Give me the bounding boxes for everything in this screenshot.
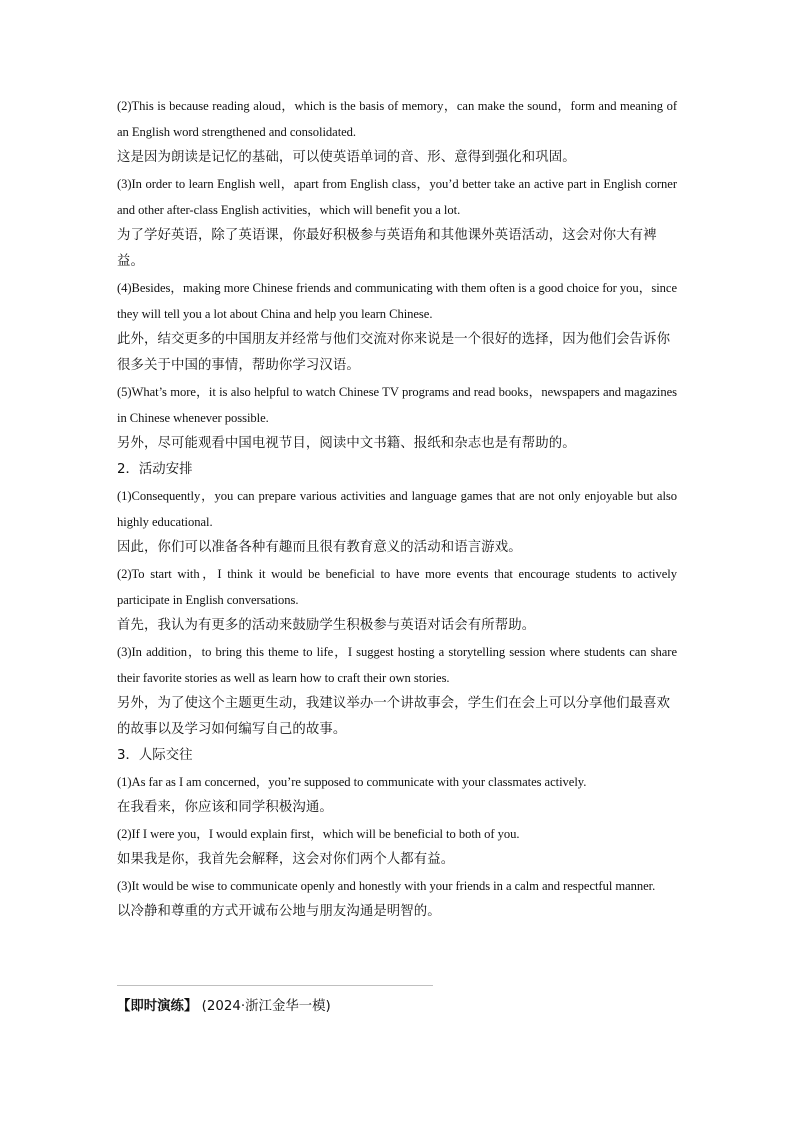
english-sentence: (5)What’s more，it is also helpful to watch Chinese TV programs and read books，newspapers and magazines in Chinese whenever possible.: [117, 385, 677, 425]
section-divider: [117, 985, 433, 986]
document-body: [117, 93, 677, 925]
english-sentence: (3)In addition，to bring this theme to life，I suggest hosting a storytelling session where students can share their favorite stories as well as learn how to craft their own stories.: [117, 645, 677, 685]
english-sentence: (3)It would be wise to communicate openly and honestly with your friends in a calm and respectful manner.: [117, 879, 656, 893]
chinese-translation: 为了学好英语，除了英语课，你最好积极参与英语角和其他课外英语活动，这会对你大有裨益。: [117, 228, 657, 269]
chinese-translation: 另外，尽可能观看中国电视节目，阅读中文书籍、报纸和杂志也是有帮助的。: [117, 436, 576, 451]
list-item: [117, 93, 677, 171]
chinese-translation: 如果我是你，我首先会解释，这会对你们两个人都有益。: [117, 852, 455, 867]
section-reading-tips: [117, 93, 677, 457]
english-sentence: (3)In order to learn English well，apart from English class，you’d better take an active part in English corner and other after-class English activities，which will benefit you a lot.: [117, 177, 677, 217]
practice-source: (2024·浙江金华一模): [201, 999, 331, 1014]
list-item: [117, 275, 677, 379]
chinese-translation: 另外，为了使这个主题更生动，我建议举办一个讲故事会，学生们在会上可以分享他们最喜欢的故事以及学习如何编写自己的故事。: [117, 696, 671, 737]
chinese-translation: 首先，我认为有更多的活动来鼓励学生积极参与英语对话会有所帮助。: [117, 618, 536, 633]
list-item: [117, 171, 677, 275]
list-item: [117, 821, 677, 873]
english-sentence: (1)Consequently，you can prepare various activities and language games that are not only enjoyable but also highly educational.: [117, 489, 677, 529]
list-item: [117, 639, 677, 743]
practice-header: [117, 996, 677, 1018]
chinese-translation: 在我看来，你应该和同学积极沟通。: [117, 800, 333, 815]
english-sentence: (2)This is because reading aloud，which is the basis of memory，can make the sound，form and meaning of an English word strengthened and consolidated.: [117, 99, 677, 139]
chinese-translation: 这是因为朗读是记忆的基础，可以使英语单词的音、形、意得到强化和巩固。: [117, 150, 576, 165]
english-sentence: (1)As far as I am concerned，you’re supposed to communicate with your classmates actively.: [117, 775, 587, 789]
list-item: [117, 379, 677, 457]
english-sentence: (4)Besides，making more Chinese friends and communicating with them often is a good choice for you，since they will tell you a lot about China and help you learn Chinese.: [117, 281, 677, 321]
practice-tag: 【即时演练】: [117, 999, 198, 1014]
english-sentence: (2)If I were you，I would explain first，which will be beneficial to both of you.: [117, 827, 520, 841]
list-item: [117, 561, 677, 639]
list-item: [117, 769, 677, 821]
chinese-translation: 以冷静和尊重的方式开诚布公地与朋友沟通是明智的。: [117, 904, 441, 919]
section-heading: 2．活动安排: [117, 462, 193, 477]
chinese-translation: 此外，结交更多的中国朋友并经常与他们交流对你来说是一个很好的选择，因为他们会告诉你很多关于中国的事情，帮助你学习汉语。: [117, 332, 671, 373]
english-sentence: (2)To start with，I think it would be beneficial to have more events that encourage students to actively participate in English conversations.: [117, 567, 677, 607]
section-activity-arrangement: [117, 457, 677, 743]
section-interpersonal: [117, 743, 677, 925]
list-item: [117, 873, 677, 925]
chinese-translation: 因此，你们可以准备各种有趣而且很有教育意义的活动和语言游戏。: [117, 540, 522, 555]
section-heading: 3．人际交往: [117, 748, 193, 763]
list-item: [117, 483, 677, 561]
